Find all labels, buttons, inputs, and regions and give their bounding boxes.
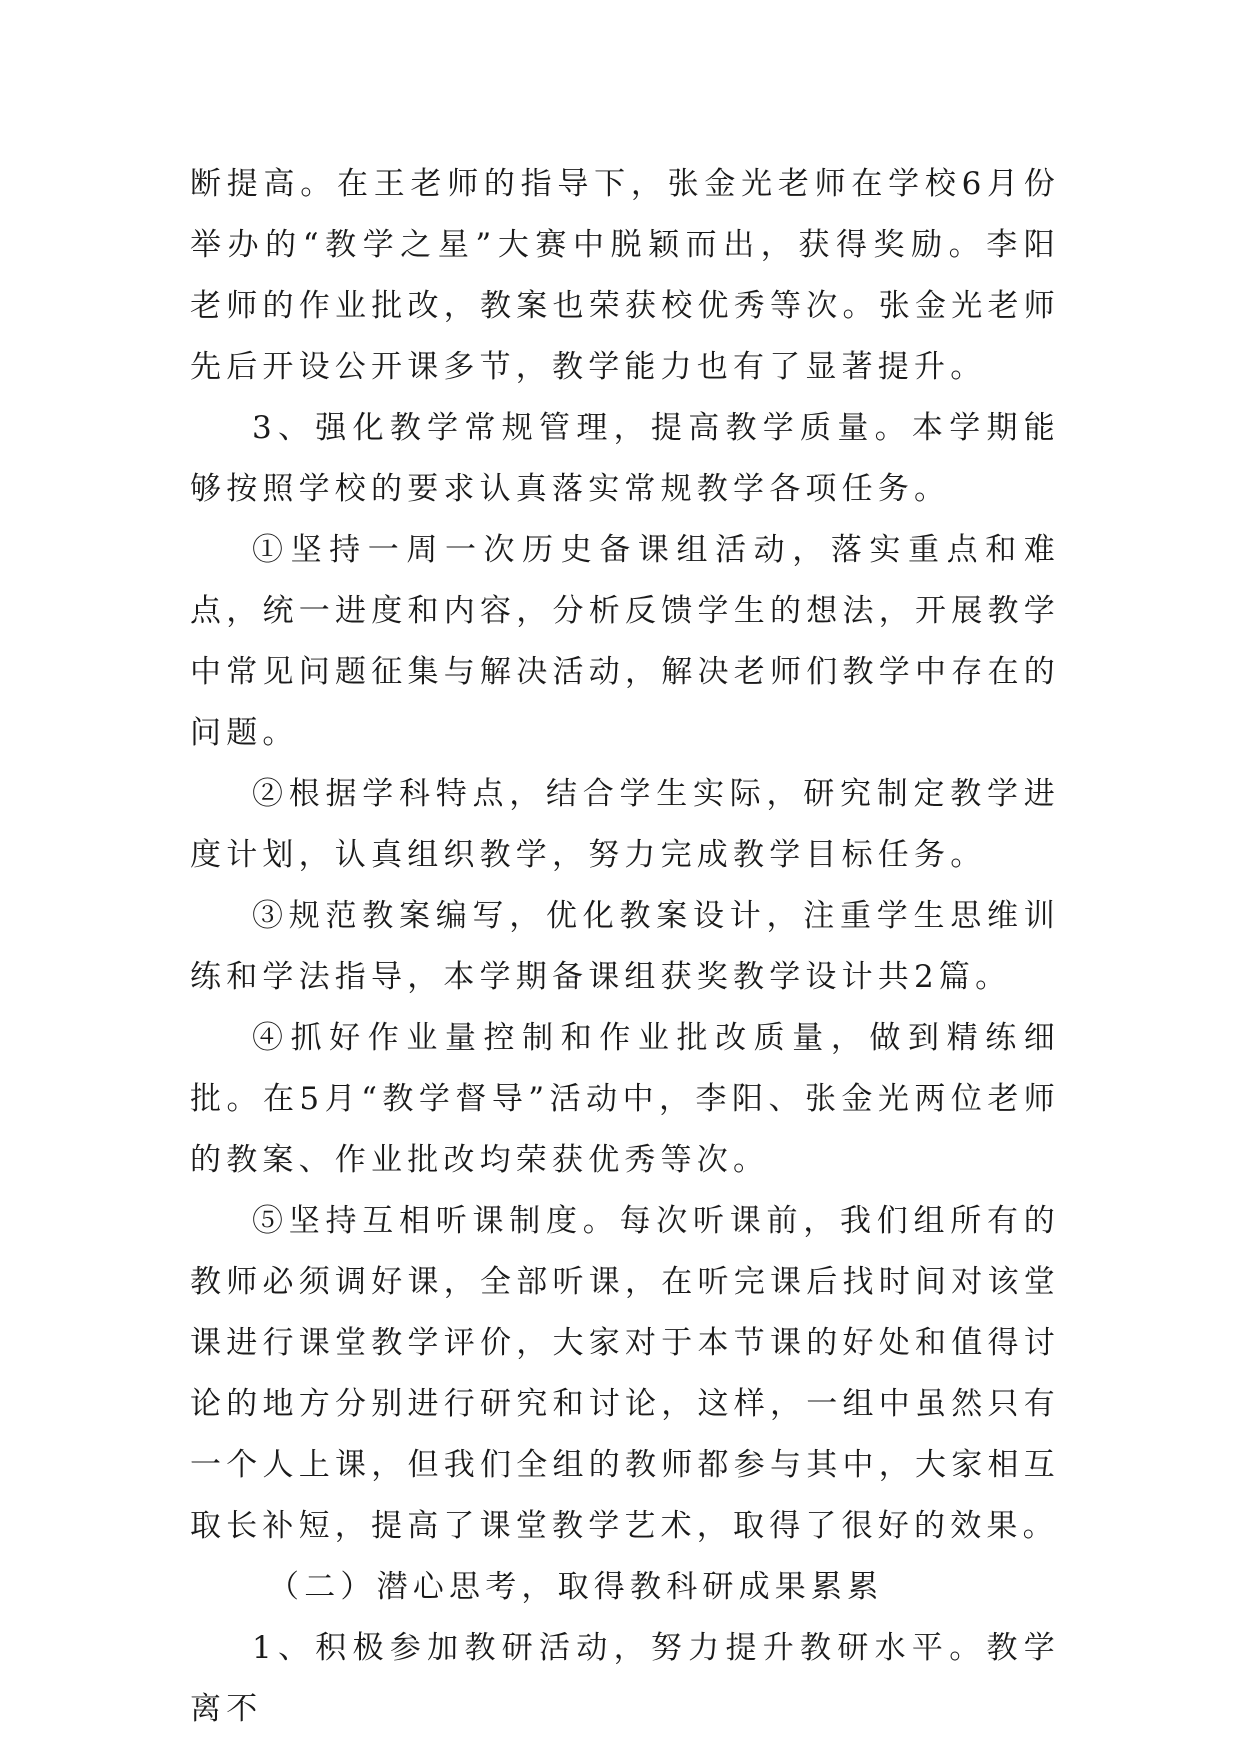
paragraph-item-1: 1、积极参加教研活动，努力提升教研水平。教学离不	[190, 1630, 1060, 1727]
paragraph-item-3: 3、强化教学常规管理，提高教学质量。本学期能够按照学校的要求认真落实常规教学各项任务。	[190, 410, 1060, 507]
section-heading: （二）潜心思考，取得教科研成果累累	[268, 1569, 884, 1605]
paragraph-point-1: ①坚持一周一次历史备课组活动，落实重点和难点，统一进度和内容，分析反馈学生的想法，开展教学中常见问题征集与解决活动，解决老师们教学中存在的问题。	[190, 532, 1060, 751]
paragraph-point-4: ④抓好作业量控制和作业批改质量，做到精练细批。在5月“教学督导”活动中，李阳、张金光两位老师的教案、作业批改均荣获优秀等次。	[190, 1020, 1060, 1178]
paragraph-point-5: ⑤坚持互相听课制度。每次听课前，我们组所有的教师必须调好课，全部听课，在听完课后找时间对该堂课进行课堂教学评价，大家对于本节课的好处和值得讨论的地方分别进行研究和讨论，这样，一组中虽然只有一个人上课，但我们全组的教师都参与其中，大家相互取长补短，提高了课堂教学艺术，取得了很好的效果。	[190, 1203, 1060, 1544]
document-body	[190, 154, 1060, 1740]
paragraph-point-2: ②根据学科特点，结合学生实际，研究制定教学进度计划，认真组织教学，努力完成教学目标任务。	[190, 776, 1060, 873]
paragraph-continuation: 断提高。在王老师的指导下，张金光老师在学校6月份举办的“教学之星”大赛中脱颖而出，获得奖励。李阳老师的作业批改，教案也荣获校优秀等次。张金光老师先后开设公开课多节，教学能力也有了显著提升。	[190, 166, 1060, 385]
paragraph-point-3: ③规范教案编写，优化教案设计，注重学生思维训练和学法指导，本学期备课组获奖教学设计共2篇。	[190, 898, 1060, 995]
